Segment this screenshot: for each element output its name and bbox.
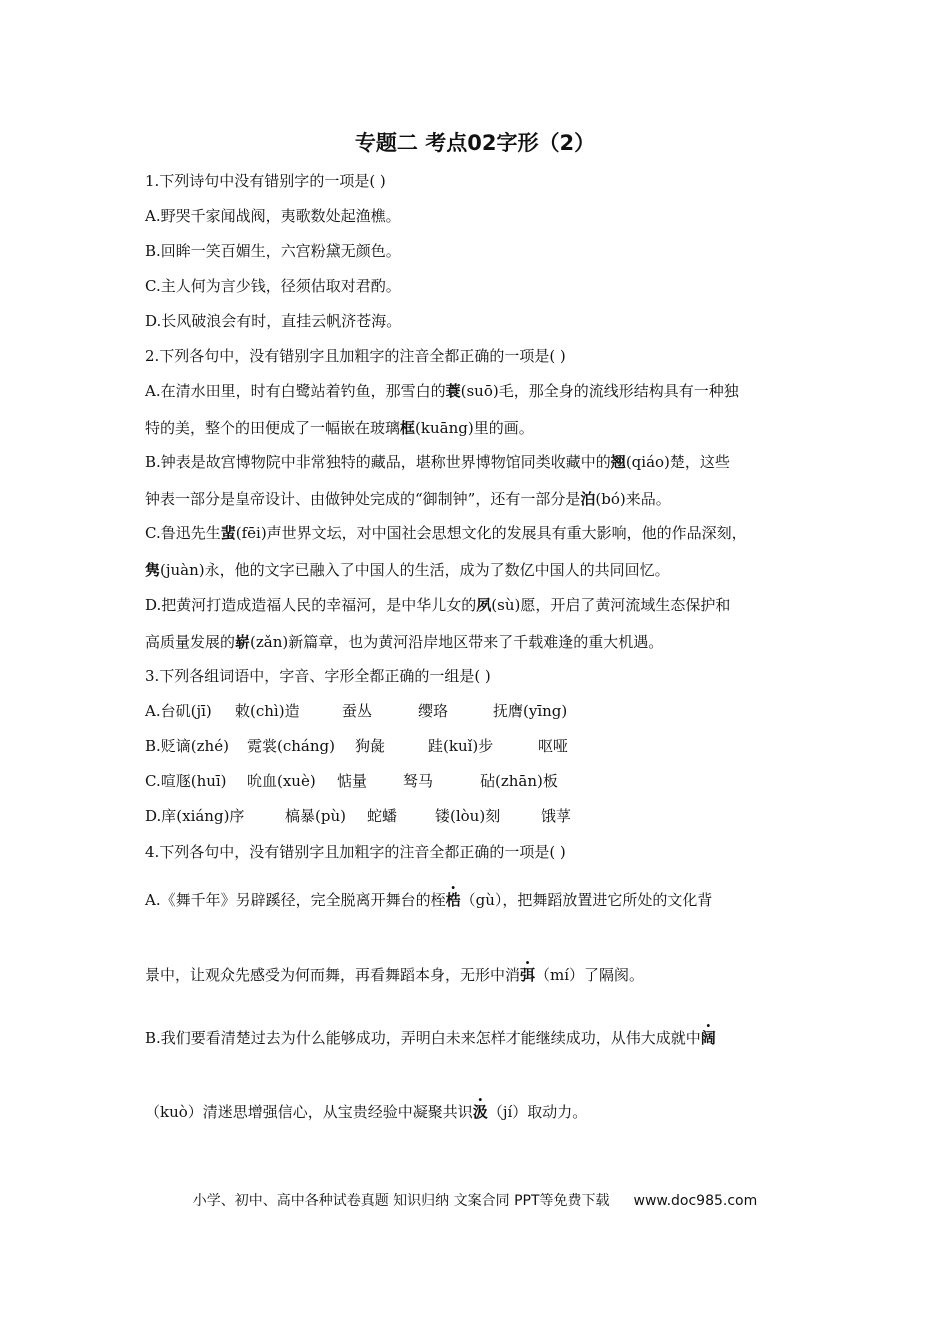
q2-option-c-line1: C.鲁迅先生蜚(fēi)声世界文坛，对中国社会思想文化的发展具有重大影响，他的作品深刻， (145, 524, 747, 542)
q4-option-b-line2: （kuò）清迷思增强信心，从宝贵经验中凝聚共识汲（jí）取动力。 (145, 1103, 588, 1121)
q3-term: 饿莩 (541, 807, 572, 825)
q3-term: B.贬谪(zhé) (145, 737, 229, 755)
q2-option-c-line2: 隽(juàn)永，他的文字已融入了中国人的生活，成为了数亿中国人的共同回忆。 (145, 561, 670, 579)
q3-term: 槁暴(pù) (285, 807, 346, 825)
q4-option-a-line1: A.《舞千年》另辟蹊径，完全脱离开舞台的桎梏（gù），把舞蹈放置进它所处的文化背 (145, 891, 713, 909)
q1-option-a: A.野哭千家闻战阀，夷歌数处起渔樵。 (145, 207, 401, 225)
q2-option-b-line1: B.钟表是故宫博物院中非常独特的藏品，堪称世界博物馆同类收藏中的翘(qiáo)楚，这些 (145, 453, 730, 471)
q3-term: 霓裳(cháng) (247, 737, 335, 755)
q3-term: 吮血(xuè) (247, 772, 316, 790)
q3-term: 蛇蟠 (367, 807, 398, 825)
q3-term: 驽马 (403, 772, 434, 790)
q3-term: 敕(chì)造 (235, 702, 300, 720)
q1-option-c: C.主人何为言少钱，径须估取对君酌。 (145, 277, 401, 295)
q3-term: A.台矶(jī) (145, 702, 212, 720)
q2-option-d-line1: D.把黄河打造成造福人民的幸福河，是中华儿女的夙(sù)愿，开启了黄河流域生态保护和 (145, 596, 731, 614)
page-title: 专题二 考点02字形（2） (354, 131, 596, 155)
q3-term: 镂(lòu)刻 (435, 807, 501, 825)
q2-option-d-line2: 高质量发展的崭(zǎn)新篇章，也为黄河沿岸地区带来了千载难逢的重大机遇。 (145, 633, 664, 651)
q3-stem: 3.下列各组词语中，字音、字形全都正确的一组是( ) (145, 667, 491, 685)
q3-term: 抚膺(yīng) (493, 702, 568, 720)
q2-stem: 2.下列各句中，没有错别字且加粗字的注音全都正确的一项是( ) (145, 347, 566, 365)
q3-term: D.庠(xiáng)序 (145, 807, 245, 825)
q4-stem: 4.下列各句中，没有错别字且加粗字的注音全都正确的一项是( ) (145, 843, 566, 861)
footer-text: 小学、初中、高中各种试卷真题 知识归纳 文案合同 PPT等免费下载 (192, 1193, 610, 1209)
q3-term: 呕哑 (538, 737, 569, 755)
q1-stem: 1.下列诗句中没有错别字的一项是( ) (145, 172, 386, 190)
q3-term: 狗彘 (355, 737, 386, 755)
q2-option-a-line2: 特的美，整个的田便成了一幅嵌在玻璃框(kuāng)里的画。 (145, 419, 534, 437)
q3-term: 惦量 (337, 772, 368, 790)
q4-option-a-line2: 景中，让观众先感受为何而舞，再看舞蹈本身，无形中消弭（mí）了隔阂。 (145, 966, 645, 984)
q2-option-a-line1: A.在清水田里，时有白鹭站着钓鱼，那雪白的蓑(suō)毛，那全身的流线形结构具有一种独 (145, 382, 739, 400)
q3-term: 蚕丛 (342, 702, 373, 720)
q4-option-b-line1: B.我们要看清楚过去为什么能够成功，弄明白未来怎样才能继续成功，从伟大成就中阔 (145, 1029, 716, 1047)
q3-term: 砧(zhān)板 (480, 772, 558, 790)
q3-term: C.喧豗(huī) (145, 772, 227, 790)
page-footer (0, 1190, 950, 1210)
q3-term: 跬(kuǐ)步 (428, 737, 494, 755)
q2-option-b-line2: 钟表一部分是皇帝设计、由做钟处完成的“御制钟”，还有一部分是泊(bó)来品。 (145, 490, 671, 508)
q3-term: 缨珞 (418, 702, 449, 720)
footer-site-link[interactable]: www.doc985.com (633, 1193, 758, 1209)
q1-option-b: B.回眸一笑百媚生，六宫粉黛无颜色。 (145, 242, 401, 260)
q1-option-d: D.长风破浪会有时，直挂云帆济苍海。 (145, 312, 402, 330)
